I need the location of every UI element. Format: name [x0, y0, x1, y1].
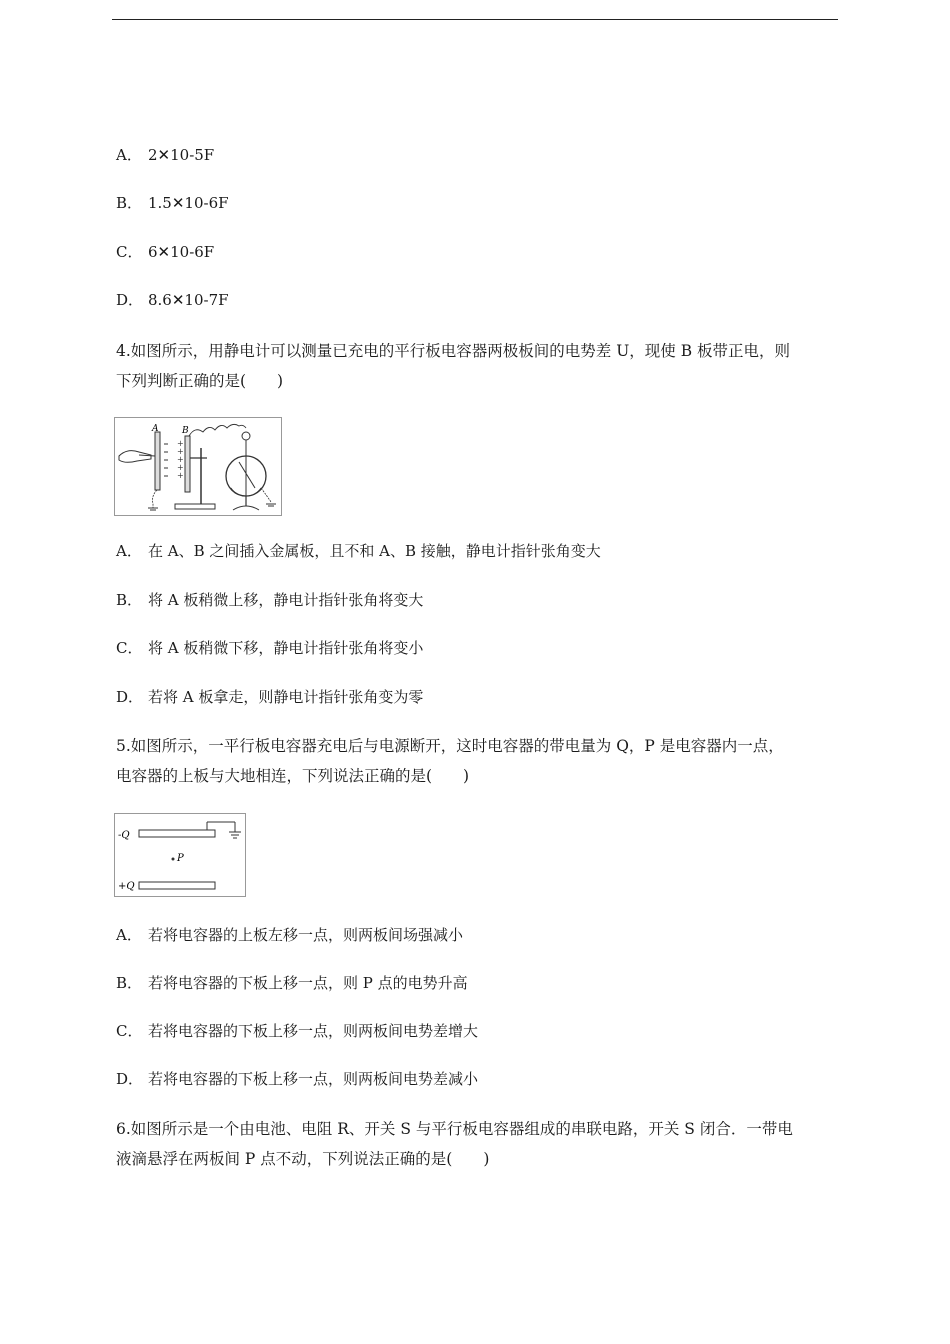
option-text: 若将电容器的下板上移一点，则 P 点的电势升高 — [148, 974, 468, 992]
q3-option-c[interactable] — [116, 242, 214, 262]
electrometer-needle — [239, 462, 255, 488]
q4-figure-electrometer — [114, 417, 282, 516]
option-letter: A． — [116, 542, 142, 560]
q4-stem — [116, 336, 840, 396]
option-text: 将 A 板稍微上移，静电计指针张角将变大 — [148, 591, 424, 609]
svg-text:+: + — [177, 455, 184, 464]
upper-plate — [139, 830, 215, 837]
option-text: 2✕10-5F — [148, 146, 215, 164]
plate-b — [185, 436, 190, 492]
stand-base — [175, 504, 215, 509]
option-letter: B． — [116, 591, 143, 609]
svg-text:+: + — [177, 471, 184, 480]
svg-text:+: + — [177, 439, 184, 448]
label-a: A — [152, 424, 159, 434]
option-letter: D． — [116, 688, 144, 706]
q4-option-b[interactable] — [116, 590, 423, 610]
option-text: 若将电容器的下板上移一点，则两板间电势差增大 — [148, 1022, 479, 1040]
svg-text:+: + — [177, 463, 184, 472]
option-text: 1.5✕10-6F — [148, 194, 229, 212]
q4-option-c[interactable] — [116, 638, 423, 658]
option-letter: A． — [116, 926, 142, 944]
q5-figure-capacitor — [114, 813, 246, 897]
option-letter: A． — [116, 146, 142, 164]
connecting-wire — [189, 424, 246, 436]
q4-stem-line-1: 4.如图所示，用静电计可以测量已充电的平行板电容器两极板间的电势差 U，现使 B 板带正电，则 — [116, 342, 791, 360]
option-letter: C． — [116, 243, 143, 261]
q6-stem — [116, 1114, 840, 1174]
q5-stem-line-2: 电容器的上板与大地相连，下列说法正确的是( ) — [116, 767, 470, 785]
q4-option-d[interactable] — [116, 687, 423, 707]
option-text: 若将电容器的下板上移一点，则两板间电势差减小 — [148, 1070, 479, 1088]
q5-stem-line-1: 5.如图所示，一平行板电容器充电后与电源断开，这时电容器的带电量为 Q，P 是电容器内一点， — [116, 737, 784, 755]
q5-option-a[interactable] — [116, 925, 463, 945]
option-text: 将 A 板稍微下移，静电计指针张角将变小 — [148, 639, 424, 657]
q3-option-a[interactable] — [116, 145, 214, 165]
option-letter: C． — [116, 1022, 143, 1040]
label-p: P — [177, 853, 184, 864]
option-text: 若将电容器的上板左移一点，则两板间场强减小 — [148, 926, 464, 944]
option-text: 在 A、B 之间插入金属板，且不和 A、B 接触，静电计指针张角变大 — [148, 542, 601, 560]
option-text: 6✕10-6F — [148, 243, 215, 261]
label-plus-q: +Q — [118, 881, 135, 892]
q5-option-b[interactable] — [116, 973, 468, 993]
q4-option-a[interactable] — [116, 541, 601, 561]
label-b: B — [182, 426, 189, 436]
header-rule — [112, 19, 838, 20]
svg-text:+: + — [177, 447, 184, 456]
option-text: 若将 A 板拿走，则静电计指针张角变为零 — [148, 688, 424, 706]
q6-stem-line-1: 6.如图所示是一个由电池、电阻 R、开关 S 与平行板电容器组成的串联电路，开关 S 闭合．一带电 — [116, 1120, 793, 1138]
q3-option-b[interactable] — [116, 193, 229, 213]
q5-option-c[interactable] — [116, 1021, 478, 1041]
electrometer-knob — [242, 432, 250, 440]
plate-a — [155, 432, 160, 490]
point-p — [172, 858, 175, 861]
q3-option-d[interactable] — [116, 290, 229, 310]
hand-icon — [119, 451, 151, 463]
q6-stem-line-2: 液滴悬浮在两板间 P 点不动，下列说法正确的是( ) — [116, 1150, 490, 1168]
q5-option-d[interactable] — [116, 1069, 478, 1089]
q5-stem — [116, 731, 840, 791]
option-text: 8.6✕10-7F — [148, 291, 229, 309]
option-letter: D． — [116, 1070, 144, 1088]
electrometer-diagram — [115, 418, 281, 515]
lower-plate — [139, 882, 215, 889]
q4-stem-line-2: 下列判断正确的是( ) — [116, 372, 284, 390]
option-letter: B． — [116, 974, 143, 992]
label-minus-q: -Q — [118, 830, 130, 841]
option-letter: D． — [116, 291, 144, 309]
option-letter: B． — [116, 194, 143, 212]
option-letter: C． — [116, 639, 143, 657]
capacitor-diagram — [115, 814, 245, 896]
